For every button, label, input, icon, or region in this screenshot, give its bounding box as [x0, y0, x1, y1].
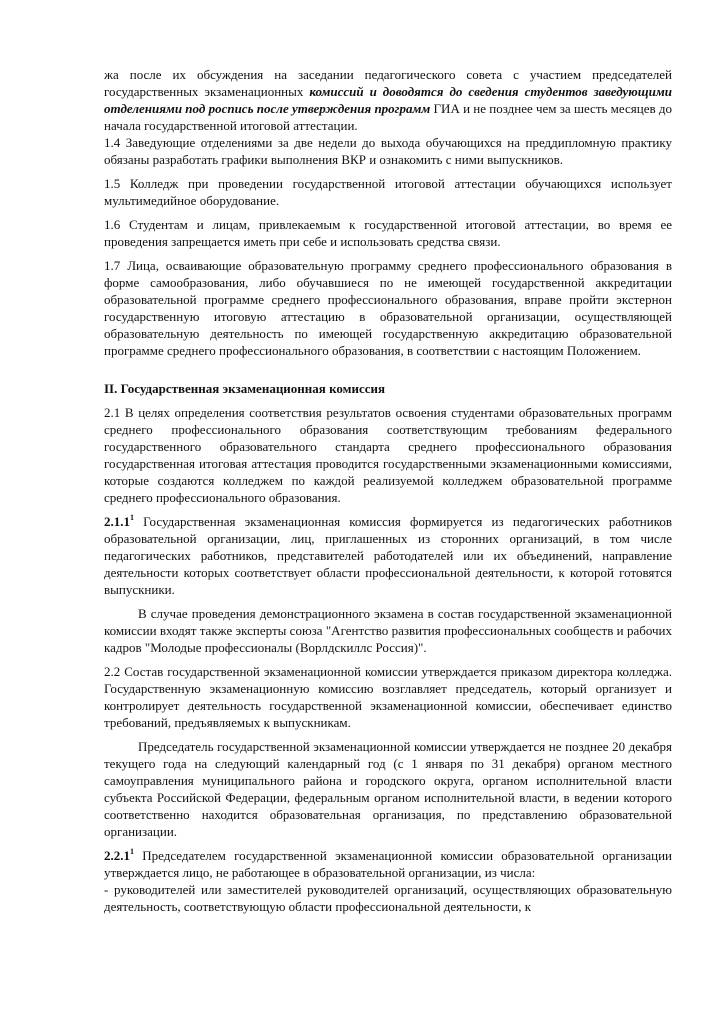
clause-number: 2.2.1 [104, 848, 130, 863]
paragraph-1-5: 1.5 Колледж при проведении государственной итоговой аттестации обучающихся использует мультимедийное оборудование. [104, 176, 672, 208]
section-heading: II. Государственная экзаменационная комиссия [104, 381, 386, 396]
text: Государственная экзаменационная комиссия формируется из педагогических работников образовательной организации, лиц, приглашенных из сторонних организаций, в том числе педагогических работников, представителей работодателей или их объединений, направление деятельности которых соответствует области профессиональной деятельности, к которой готовятся выпускники. [104, 514, 672, 597]
clause-superscript: 1 [130, 847, 134, 856]
text: ГИА и не позднее чем за шесть месяцев до начала государственной итоговой аттестации. [104, 101, 672, 133]
paragraph-intro [104, 66, 672, 134]
paragraph-1-7: 1.7 Лица, осваивающие образовательную программу среднего профессионального образования в форме самообразования, либо обучавшиеся по не имеющей государственной аккредитации образовательной программе среднего профессионального образования, вправе пройти экстернон государственную итоговую аттестацию в образовательной организации, осуществляющей образовательную деятельность по имеющей государственную аккредитацию образовательной программе среднего профессионального образования, в соответствии с настоящим Положением. [104, 258, 672, 358]
text: Председателем государственной экзаменационной комиссии образовательной организации утверждается лицо, не работающее в образовательной организации, из числа: [104, 848, 672, 880]
paragraph-2-2-1 [104, 847, 672, 881]
clause-number: 2.1.1 [104, 514, 130, 529]
clause-superscript: 1 [130, 513, 134, 522]
paragraph-chair: Председатель государственной экзаменационной комиссии утверждается не позднее 20 декабря текущего года на следующий календарный год (с 1 января по 31 декабря) органом местного самоуправления муниципального района и городского округа, органом исполнительной власти субъекта Российской Федерации, федеральным органом исполнительной власти, в ведении которого соответственно находится образовательная организация, по представлению образовательной организации. [104, 739, 672, 839]
paragraph-1-4: 1.4 Заведующие отделениями за две недели до выхода обучающихся на преддипломную практику обязаны разработать графики выполнения ВКР и ознакомить с ними выпускников. [104, 135, 672, 167]
paragraph-2-1: 2.1 В целях определения соответствия результатов освоения студентами образовательных программ среднего профессионального образования соответствующим требованиям федерального государственного образовательного стандарта среднего профессионального образования государственная итоговая аттестация проводится государственными экзаменационными комиссиями, которые создаются колледжем по каждой реализуемой колледжем образовательной программе среднего профессионального образования. [104, 405, 672, 505]
paragraph-1-6: 1.6 Студентам и лицам, привлекаемым к государственной итоговой аттестации, во время ее проведения запрещается иметь при себе и использовать средства связи. [104, 217, 672, 249]
paragraph-demo-exam: В случае проведения демонстрационного экзамена в состав государственной экзаменационной комиссии входят также эксперты союза "Агентство развития профессиональных сообществ и рабочих кадров "Молодые профессионалы (Ворлдскиллс Россия)". [104, 606, 672, 655]
paragraph-2-1-1 [104, 513, 672, 598]
emphasis-text: комиссий и доводятся до сведения студентов заведующими отделениями под роспись после утверждения программ [104, 84, 672, 116]
text: жа после их обсуждения на заседании педагогического совета с участием председателей государственных экзаменационных [104, 67, 672, 99]
list-item: - руководителей или заместителей руководителей организаций, осуществляющих образовательную деятельность, соответствующую области профессиональной деятельности, к [104, 882, 672, 914]
document-page [104, 66, 672, 915]
paragraph-2-2: 2.2 Состав государственной экзаменационной комиссии утверждается приказом директора колледжа. Государственную экзаменационную комиссию возглавляет председатель, который организует и контролирует деятельность государственной экзаменационной комиссии, обеспечивает единство требований, предъявляемых к выпускникам. [104, 664, 672, 730]
